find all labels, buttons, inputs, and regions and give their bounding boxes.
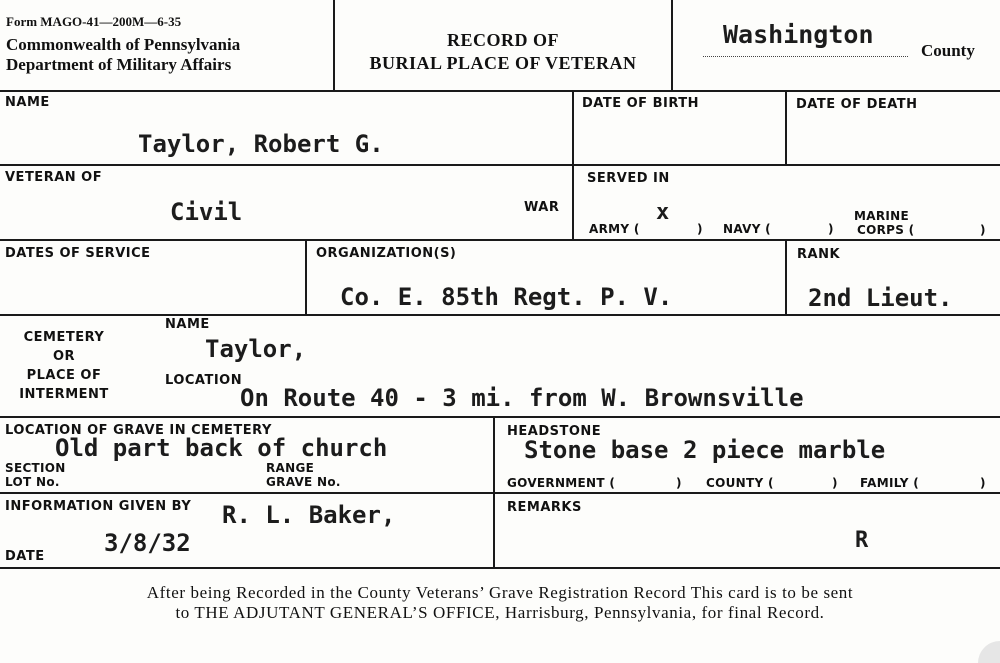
navy-close: )	[828, 222, 834, 236]
marine-label-line1: MARINE	[854, 209, 909, 223]
marine-close: )	[980, 223, 986, 237]
rule-row4-bottom	[0, 416, 1000, 418]
headstone-county-label: COUNTY (	[706, 476, 774, 490]
army-close: )	[697, 222, 703, 236]
form-number: Form MAGO-41—200M—6-35	[6, 14, 182, 29]
rule-row1-div2	[785, 90, 787, 164]
issuer-line1: Commonwealth of Pennsylvania	[6, 35, 241, 54]
veteran-of-label: VETERAN OF	[5, 170, 103, 185]
dates-of-service-label: DATES OF SERVICE	[5, 246, 151, 261]
section-label: SECTION	[5, 461, 66, 475]
rule-row3-bottom	[0, 314, 1000, 316]
name-label: NAME	[5, 95, 50, 110]
rank-label: RANK	[797, 247, 841, 262]
family-label: FAMILY (	[860, 476, 920, 490]
rule-row6-bottom	[0, 567, 1000, 569]
rule-header-div1	[333, 0, 335, 90]
cemetery-label-line4: INTERMENT	[19, 387, 109, 402]
cemetery-label-line1: CEMETERY	[23, 330, 105, 345]
organization-value: Co. E. 85th Regt. P. V.	[340, 283, 673, 311]
family-close: )	[980, 476, 986, 490]
lot-label: LOT No.	[5, 475, 60, 489]
headstone-value: Stone base 2 piece marble	[524, 436, 886, 464]
issuer-line2: Department of Military Affairs	[6, 55, 232, 74]
army-label: ARMY (	[589, 222, 640, 236]
grave-no-label: GRAVE No.	[266, 475, 341, 489]
date-of-death-label: DATE OF DEATH	[796, 97, 918, 112]
cemetery-name-label: NAME	[165, 317, 210, 332]
rule-row3-div1	[305, 239, 307, 314]
remarks-value: R	[855, 528, 869, 553]
rule-header-bottom	[0, 90, 1000, 92]
rule-row5-bottom	[0, 492, 1000, 494]
war-label: WAR	[524, 200, 560, 215]
card-corner	[978, 641, 1000, 663]
headstone-label: HEADSTONE	[507, 424, 602, 439]
county-label: County	[921, 41, 975, 60]
record-date-value: 3/8/32	[104, 529, 191, 557]
cemetery-location-label: LOCATION	[165, 373, 243, 388]
headstone-county-close: )	[832, 476, 838, 490]
cemetery-label-line2: OR	[52, 349, 76, 364]
informant-value: R. L. Baker,	[222, 501, 396, 529]
county-value: Washington	[723, 20, 874, 49]
cemetery-name-value: Taylor,	[205, 335, 307, 363]
record-title-line2: BURIAL PLACE OF VETERAN	[369, 53, 637, 73]
grave-location-value: Old part back of church	[55, 434, 388, 462]
record-title-line1: RECORD OF	[447, 30, 559, 50]
organization-label: ORGANIZATION(S)	[316, 246, 457, 261]
rank-value: 2nd Lieut.	[808, 284, 953, 312]
cemetery-location-value: On Route 40 - 3 mi. from W. Brownsville	[240, 384, 804, 412]
range-label: RANGE	[266, 461, 315, 475]
rule-row5-div	[493, 416, 495, 567]
remarks-label: REMARKS	[507, 500, 582, 515]
rule-row2-bottom	[0, 239, 1000, 241]
date-of-birth-label: DATE OF BIRTH	[582, 96, 699, 111]
footer-line1: After being Recorded in the County Veterans’ Grave Registration Record This card is to be sent	[146, 583, 854, 602]
footer-line2: to THE ADJUTANT GENERAL’S OFFICE, Harrisburg, Pennsylvania, for final Record.	[175, 603, 825, 622]
cemetery-label-line3: PLACE OF	[26, 368, 102, 383]
date-label: DATE	[5, 549, 45, 564]
marine-label-line2: CORPS (	[857, 223, 915, 237]
government-close: )	[676, 476, 682, 490]
rule-row1-div1	[572, 90, 574, 239]
government-label: GOVERNMENT (	[507, 476, 616, 490]
veteran-name: Taylor, Robert G.	[138, 130, 384, 158]
served-in-label: SERVED IN	[587, 171, 670, 186]
rule-header-div2	[671, 0, 673, 90]
war-value: Civil	[170, 198, 243, 226]
information-label: INFORMATION GIVEN BY	[5, 499, 192, 514]
rule-row3-div2	[785, 239, 787, 314]
navy-label: NAVY (	[723, 222, 771, 236]
army-mark: x	[656, 200, 670, 225]
grave-location-label: LOCATION OF GRAVE IN CEMETERY	[5, 423, 272, 438]
rule-row1-bottom	[0, 164, 1000, 166]
county-dotted-line	[703, 56, 908, 57]
